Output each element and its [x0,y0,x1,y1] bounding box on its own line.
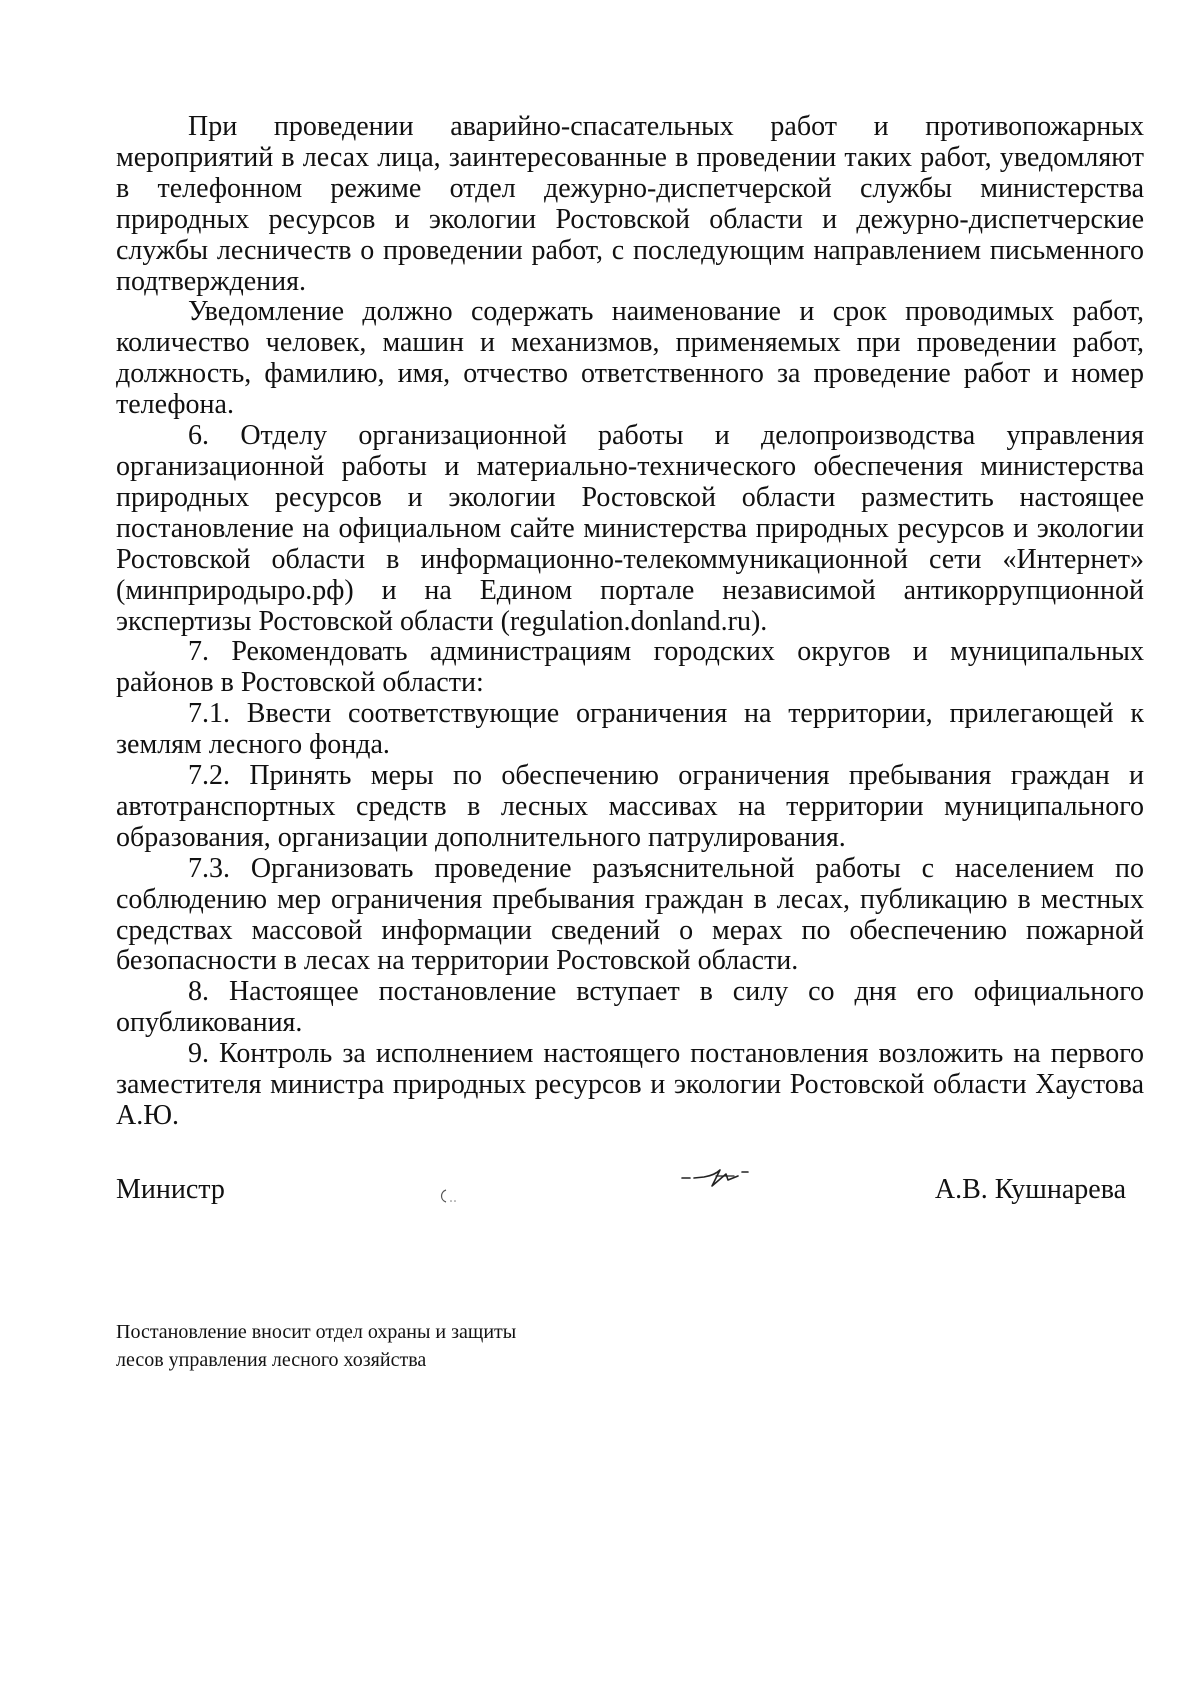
paragraph-notification-procedure: При проведении аварийно-спасательных работ и противопожарных мероприятий в лесах лица, заинтересованные в проведении таких работ, уведомляют в телефонном режиме отдел дежурно-диспетчерской службы министерства природных ресурсов и экологии Ростовской области и дежурно-диспетчерские службы лесничеств о проведении работ, с последующим направлением письменного подтверждения. [116,111,1144,297]
paragraph-notification-content: Уведомление должно содержать наименование и срок проводимых работ, количество человек, машин и механизмов, применяемых при проведении работ, должность, фамилию, имя, отчество ответственного за проведение работ и номер телефона. [116,296,1144,421]
signatory-name: А.В. Кушнарева [934,1174,1126,1205]
paragraph-item-7: 7. Рекомендовать администрациям городских округов и муниципальных районов в Ростовской области: [116,636,1144,699]
paragraph-item-9: 9. Контроль за исполнением настоящего постановления возложить на первого заместителя министра природных ресурсов и экологии Ростовской области Хаустова А.Ю. [116,1038,1144,1131]
paragraph-item-7-1: 7.1. Ввести соответствующие ограничения на территории, прилегающей к землям лесного фонда. [116,698,1144,761]
handwritten-signature [676,1162,776,1196]
paragraph-item-7-3: 7.3. Организовать проведение разъяснительной работы с населением по соблюдению мер ограничения пребывания граждан в лесах, публикацию в местных средствах массовой информации сведений о мерах по обеспечению пожарной безопасности в лесах на территории Ростовской области. [116,852,1144,977]
submitting-department-note [116,1318,816,1374]
footer-note-line-2: лесов управления лесного хозяйства [116,1349,427,1371]
paragraph-item-8: 8. Настоящее постановление вступает в силу со дня его официального опубликования. [116,976,1144,1039]
signatory-title: Министр [116,1174,225,1205]
footer-note-line-1: Постановление вносит отдел охраны и защиты [116,1321,517,1343]
signature-trace-mark [436,1186,460,1206]
document-body [116,112,1144,1132]
signature-block [116,1172,1126,1212]
paragraph-item-6: 6. Отделу организационной работы и делопроизводства управления организационной работы и материально-технического обеспечения министерства природных ресурсов и экологии Ростовской области разместить настоящее постановление на официальном сайте министерства природных ресурсов и экологии Ростовской области в информационно-телекоммуникационной сети «Интернет» (минприродыро.рф) и на Едином портале независимой антикоррупционной экспертизы Ростовской области (regulation.donland.ru). [116,420,1144,637]
paragraph-item-7-2: 7.2. Принять меры по обеспечению ограничения пребывания граждан и автотранспортных средств в лесных массивах на территории муниципального образования, организации дополнительного патрулирования. [116,760,1144,853]
